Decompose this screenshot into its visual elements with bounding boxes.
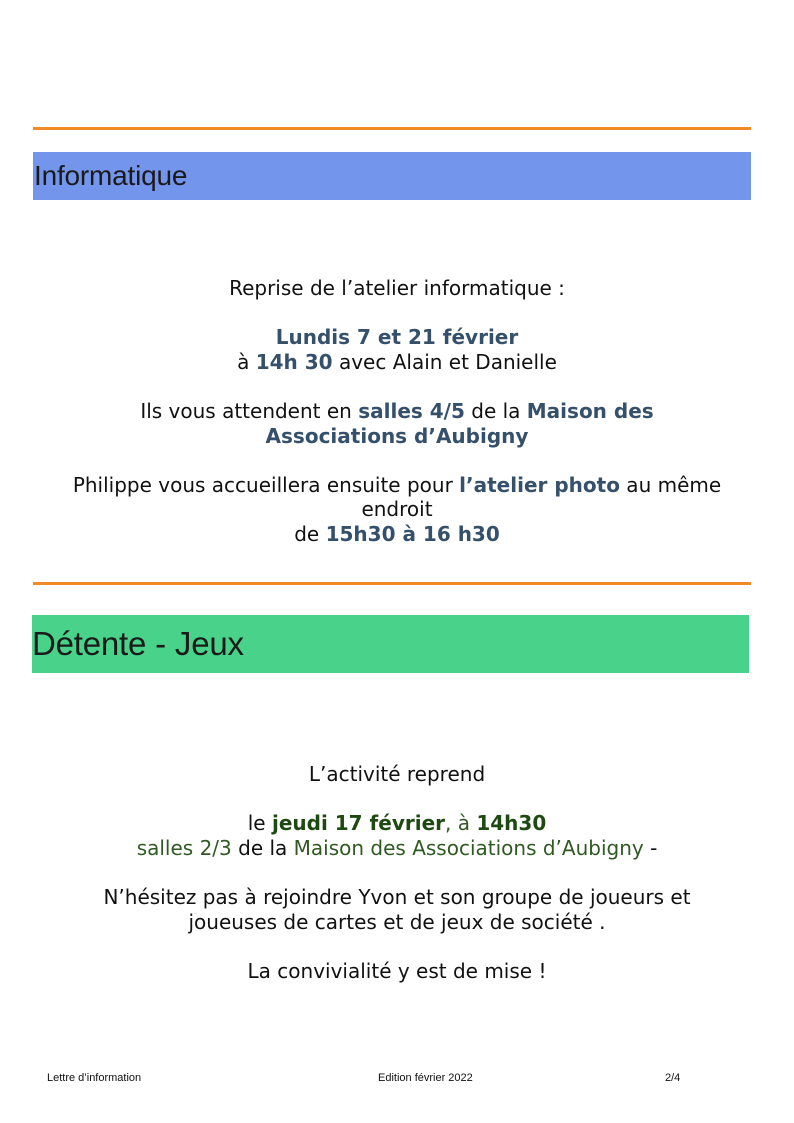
time-highlight: 14h 30 [255, 350, 333, 374]
section-header-informatique [33, 152, 751, 200]
jeux-invite-line1: N’hésitez pas à rejoindre Yvon et son groupe de joueurs et [103, 885, 691, 909]
orange-divider-middle [33, 582, 751, 585]
dates-highlight: Lundis 7 et 21 février [275, 325, 519, 349]
jeux-invite-line2: joueuses de cartes et de jeux de société . [188, 910, 606, 934]
time-highlight: 14h30 [476, 811, 547, 835]
photo-time-highlight: 15h30 à 16 h30 [325, 522, 500, 546]
rooms-highlight: salles 4/5 [358, 399, 465, 423]
footer-page-number: 2/4 [665, 1072, 681, 1084]
informatique-photo-time-line: de 15h30 à 16 h30 [294, 522, 500, 546]
orange-divider-top [33, 127, 751, 130]
jeux-date-line: le jeudi 17 février, à 14h30 [247, 811, 547, 835]
section-title: Informatique [34, 160, 188, 191]
section-title: Détente - Jeux [32, 625, 244, 662]
jeux-closing: La convivialité y est de mise ! [247, 959, 547, 983]
informatique-rooms-line: Ils vous attendent en salles 4/5 de la Maison des [140, 399, 654, 423]
jeux-place-line: salles 2/3 de la Maison des Associations d’Aubigny - [136, 836, 658, 860]
place-highlight: Maison des [526, 399, 654, 423]
informatique-place-line [0, 424, 794, 449]
informatique-intro: Reprise de l’atelier informatique : [229, 276, 565, 300]
informatique-dates [0, 325, 794, 350]
rooms-highlight: salles 2/3 [136, 836, 232, 860]
informatique-photo-line2: endroit [361, 497, 433, 521]
place-highlight-cont: Associations d’Aubigny [265, 424, 529, 448]
footer-left: Lettre d’information [47, 1072, 142, 1084]
jeux-intro: L’activité reprend [308, 762, 486, 786]
footer-center: Edition février 2022 [378, 1072, 473, 1084]
section-header-jeux [32, 615, 749, 673]
place-highlight: Maison des Associations d’Aubigny [293, 836, 644, 860]
date-highlight: jeudi 17 février [271, 811, 446, 835]
informatique-time-line: à 14h 30 avec Alain et Danielle [237, 350, 557, 374]
informatique-photo-line: Philippe vous accueillera ensuite pour l’atelier photo au même [72, 473, 722, 497]
photo-highlight: l’atelier photo [459, 473, 620, 497]
